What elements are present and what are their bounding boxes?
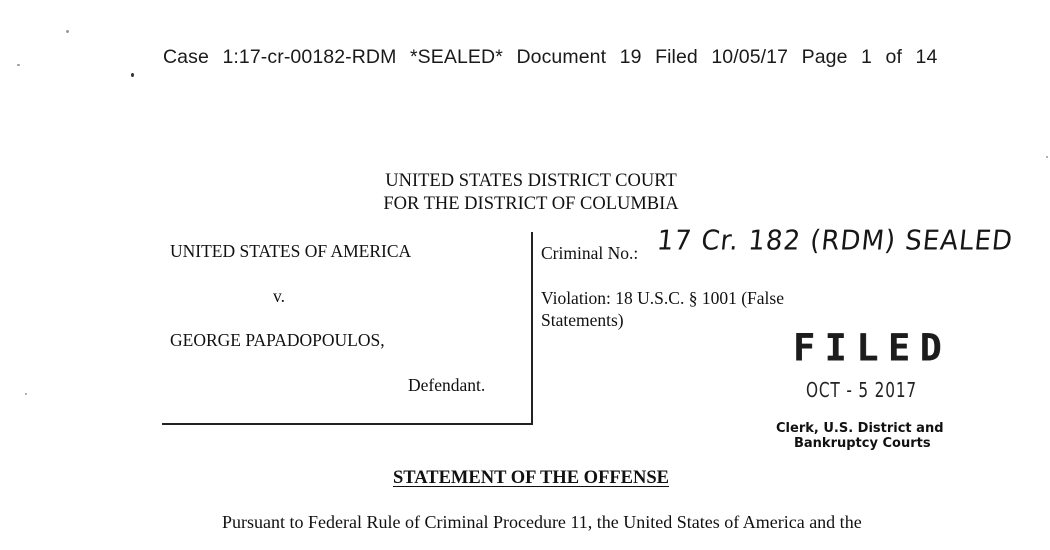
defendant-role: Defendant. xyxy=(408,375,486,395)
versus-label: v. xyxy=(273,286,285,306)
body-paragraph: Pursuant to Federal Rule of Criminal Procedure 11, the United States of America and the xyxy=(222,512,862,532)
filed-date: Filed 10/05/17 xyxy=(655,46,789,68)
scan-speck xyxy=(131,73,134,77)
scan-speck xyxy=(1046,156,1048,158)
caption-divider-horizontal xyxy=(162,423,533,425)
caption-divider-vertical xyxy=(531,232,533,425)
defendant-name: GEORGE PAPADOPOULOS, xyxy=(170,330,385,350)
handwritten-case-number: 17 Cr. 182 (RDM) SEALED xyxy=(655,225,1015,257)
case-header xyxy=(163,46,937,69)
scan-speck xyxy=(66,30,69,33)
criminal-no-label: Criminal No.: xyxy=(541,243,639,263)
scan-speck xyxy=(17,64,20,66)
case-number: Case 1:17-cr-00182-RDM *SEALED* xyxy=(163,46,503,68)
clerk-line-1: Clerk, U.S. District and xyxy=(776,421,944,436)
filed-stamp-word: FILED xyxy=(793,326,952,371)
violation-line-1: Violation: 18 U.S.C. § 1001 (False xyxy=(541,288,784,308)
page-indicator: Page 1 of 14 xyxy=(801,46,938,68)
document-number: Document 19 xyxy=(516,46,642,68)
violation-line-2: Statements) xyxy=(541,310,624,330)
court-title xyxy=(0,170,1050,216)
filed-stamp-clerk xyxy=(776,421,944,451)
clerk-line-2: Bankruptcy Courts xyxy=(794,436,931,451)
plaintiff-name: UNITED STATES OF AMERICA xyxy=(170,241,412,261)
scan-speck xyxy=(25,393,27,395)
court-district: FOR THE DISTRICT OF COLUMBIA xyxy=(383,194,679,214)
court-name: UNITED STATES DISTRICT COURT xyxy=(385,171,677,191)
filed-stamp-date: OCT - 5 2017 xyxy=(806,378,917,402)
statement-heading: STATEMENT OF THE OFFENSE xyxy=(392,468,670,488)
filed-stamp xyxy=(793,327,951,370)
